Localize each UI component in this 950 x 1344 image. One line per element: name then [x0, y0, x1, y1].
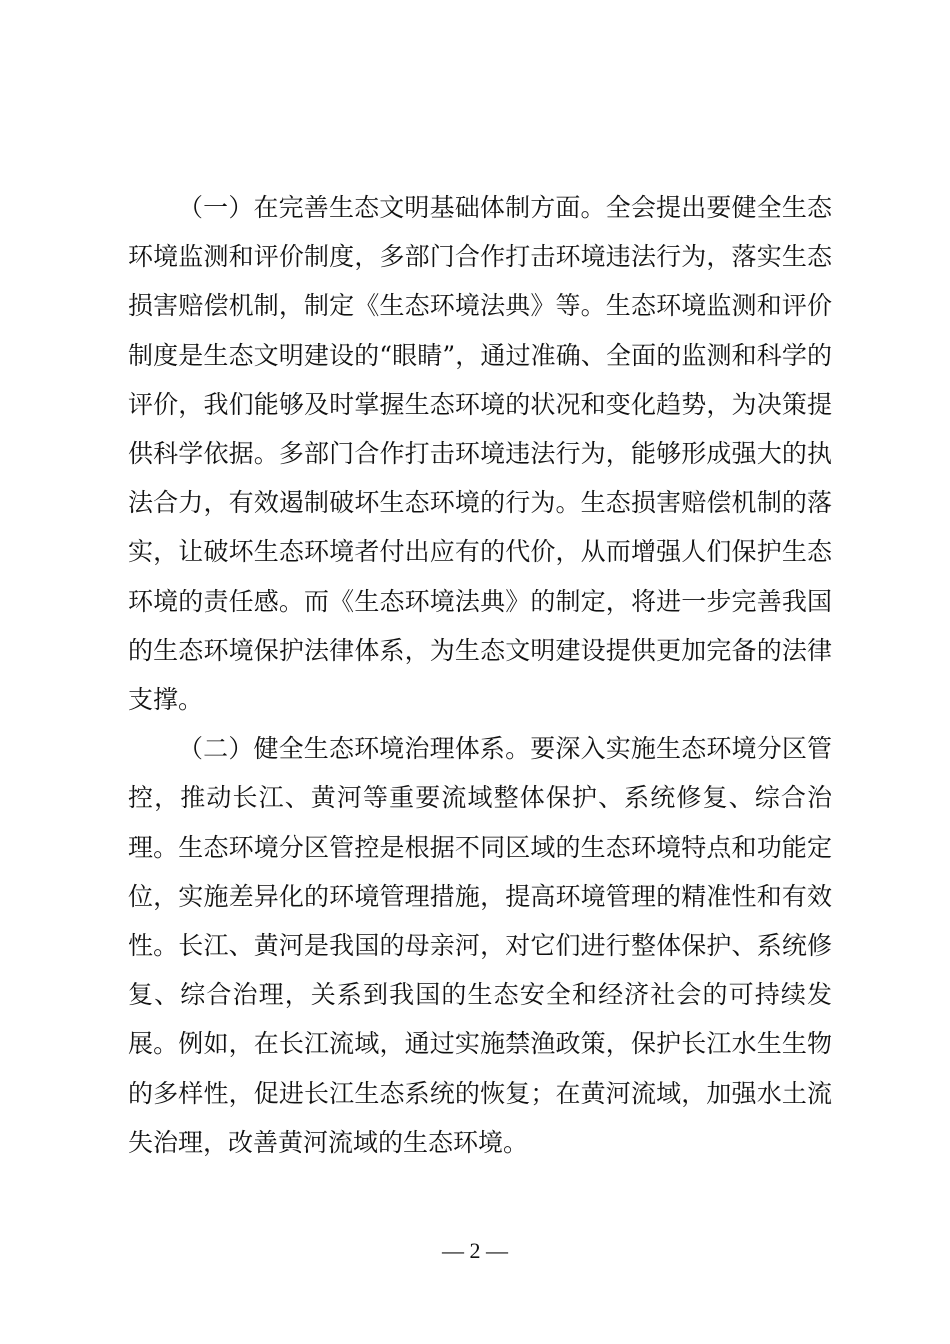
paragraph-1: （一）在完善生态文明基础体制方面。全会提出要健全生态环境监测和评价制度，多部门合作打击环境违法行为，落实生态损害赔偿机制，制定《生态环境法典》等。生态环境监测和评价制度是生态文明建设的“眼睛”，通过准确、全面的监测和科学的评价，我们能够及时掌握生态环境的状况和变化趋势，为决策提供科学依据。多部门合作打击环境违法行为，能够形成强大的执法合力，有效遏制破坏生态环境的行为。生态损害赔偿机制的落实，让破坏生态环境者付出应有的代价，从而增强人们保护生态环境的责任感。而《生态环境法典》的制定，将进一步完善我国的生态环境保护法律体系，为生态文明建设提供更加完备的法律支撑。	[128, 193, 832, 715]
paragraph-2: （二）健全生态环境治理体系。要深入实施生态环境分区管控，推动长江、黄河等重要流域整体保护、系统修复、综合治理。生态环境分区管控是根据不同区域的生态环境特点和功能定位，实施差异化的环境管理措施，提高环境管理的精准性和有效性。长江、黄河是我国的母亲河，对它们进行整体保护、系统修复、综合治理，关系到我国的生态安全和经济社会的可持续发展。例如，在长江流域，通过实施禁渔政策，保护长江水生生物的多样性，促进长江生态系统的恢复；在黄河流域，加强水土流失治理，改善黄河流域的生态环境。	[128, 734, 832, 1157]
document-body	[128, 183, 832, 1167]
page-number: — 2 —	[442, 1238, 508, 1263]
